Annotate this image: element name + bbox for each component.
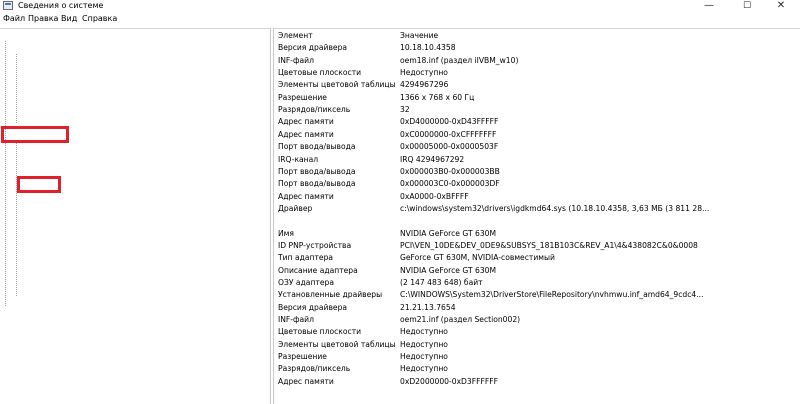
table-row[interactable] xyxy=(274,55,800,67)
cell-value: Недоступно xyxy=(400,327,448,337)
cell-value: 10.18.10.4358 xyxy=(400,43,456,53)
cell-item: Элементы цветовой таблицы xyxy=(278,80,396,90)
cell-item: ID PNP-устройства xyxy=(278,240,352,250)
close-button[interactable]: ✕ xyxy=(776,0,786,11)
cell-item: ОЗУ адаптера xyxy=(278,278,334,287)
cell-value: c:\windows\system32\drivers\igdkmd64.sys (10.18.10.4358, 3,63 МБ (3 811 28... xyxy=(400,203,710,213)
window-title: Сведения о системе xyxy=(18,1,104,10)
tree-connector xyxy=(5,41,6,306)
cell-value: 32 xyxy=(400,105,410,115)
cell-value: 0xA0000-0xBFFFF xyxy=(400,191,469,201)
cell-value: IRQ 4294967292 xyxy=(400,154,465,164)
table-row[interactable] xyxy=(274,314,800,326)
table-row[interactable] xyxy=(274,141,800,153)
cell-item: Цветовые плоскости xyxy=(278,327,362,337)
cell-item: Тип адаптера xyxy=(278,253,334,263)
cell-value: Недоступно xyxy=(400,352,448,362)
cell-value: PCI\VEN_10DE&DEV_0DE9&SUBSYS_181B103C&REV_A1\4&438082C&0&0008 xyxy=(400,240,698,250)
cell-value: oem21.inf (раздел Section002) xyxy=(400,315,521,325)
tree-connector xyxy=(16,54,17,124)
cell-value: GeForce GT 630M, NVIDIA-совместимый xyxy=(400,253,555,263)
details-table xyxy=(273,28,800,404)
cell-item: Цветовые плоскости xyxy=(278,68,362,78)
menu-file[interactable]: Файл xyxy=(3,14,26,23)
cell-item: Описание адаптера xyxy=(278,265,358,275)
cell-item: Установленные драйверы xyxy=(278,290,383,300)
table-row[interactable] xyxy=(274,154,800,166)
cell-item: Разрешение xyxy=(278,352,327,362)
menu-help[interactable]: Справка xyxy=(82,14,118,23)
highlight-components xyxy=(1,126,69,143)
category-tree[interactable] xyxy=(0,28,271,404)
table-row[interactable] xyxy=(274,104,800,116)
table-row[interactable] xyxy=(274,326,800,338)
table-row[interactable] xyxy=(274,42,800,54)
table-row[interactable] xyxy=(274,79,800,91)
cell-item: Адрес памяти xyxy=(278,191,334,201)
table-row[interactable] xyxy=(274,166,800,178)
cell-item: INF-файл xyxy=(278,315,314,325)
cell-value: NVIDIA GeForce GT 630M xyxy=(400,228,497,238)
column-header-value[interactable]: Значение xyxy=(400,31,439,40)
cell-item: Разрядов/пиксель xyxy=(278,364,351,374)
table-row[interactable] xyxy=(274,129,800,141)
table-row[interactable] xyxy=(274,67,800,79)
cell-value: 21.21.13.7654 xyxy=(400,302,456,312)
menu-bar xyxy=(0,12,800,26)
cell-value: 0xC0000000-0xCFFFFFFF xyxy=(400,129,497,139)
highlight-display xyxy=(17,176,61,193)
cell-value: 4294967296 xyxy=(400,80,449,90)
cell-value: 0xD2000000-0xD3FFFFFF xyxy=(400,376,498,386)
table-row[interactable] xyxy=(274,92,800,104)
table-row[interactable] xyxy=(274,116,800,128)
cell-item: Версия драйвера xyxy=(278,43,348,53)
app-icon xyxy=(3,1,13,10)
cell-item: IRQ-канал xyxy=(278,154,319,164)
table-row[interactable] xyxy=(274,228,800,240)
table-header[interactable] xyxy=(274,30,800,42)
cell-item: INF-файл xyxy=(278,55,314,65)
cell-value: NVIDIA GeForce GT 630M xyxy=(400,265,497,275)
table-row[interactable] xyxy=(274,215,800,227)
table-row[interactable] xyxy=(274,302,800,314)
cell-item: Версия драйвера xyxy=(278,302,348,312)
cell-value: C:\WINDOWS\System32\DriverStore\FileRepository\nvhmwu.inf_amd64_9cdc4... xyxy=(400,290,704,300)
table-row[interactable] xyxy=(274,252,800,264)
table-row[interactable] xyxy=(274,203,800,215)
cell-item: Порт ввода/вывода xyxy=(278,179,356,189)
table-row[interactable] xyxy=(274,376,800,388)
maximize-button[interactable]: ☐ xyxy=(742,1,752,11)
table-row[interactable] xyxy=(274,277,800,289)
cell-value: 0x00005000-0x0000503F xyxy=(400,142,499,152)
cell-item: Имя xyxy=(278,228,294,238)
table-row[interactable] xyxy=(274,289,800,301)
cell-item: Разрядов/пиксель xyxy=(278,105,351,115)
cell-value: oem18.inf (раздел iIVBM_w10) xyxy=(400,55,519,65)
cell-item: Адрес памяти xyxy=(278,376,334,386)
table-row[interactable] xyxy=(274,240,800,252)
title-bar xyxy=(0,0,800,12)
cell-value: Недоступно xyxy=(400,339,448,349)
cell-item: Порт ввода/вывода xyxy=(278,142,356,152)
table-row[interactable] xyxy=(274,191,800,203)
cell-value: Недоступно xyxy=(400,364,448,374)
menu-edit[interactable]: Правка xyxy=(28,14,59,23)
cell-value: 0xD4000000-0xD43FFFFF xyxy=(400,117,499,127)
cell-item: Порт ввода/вывода xyxy=(278,166,356,176)
table-row[interactable] xyxy=(274,339,800,351)
cell-value: 0x000003C0-0x000003DF xyxy=(400,179,500,189)
cell-value: 0x000003B0-0x000003BB xyxy=(400,166,500,176)
column-header-item[interactable]: Элемент xyxy=(278,31,313,40)
cell-value: 1366 x 768 x 60 Гц xyxy=(400,92,475,102)
cell-value: (2 147 483 648) байт xyxy=(400,278,483,287)
cell-item: Драйвер xyxy=(278,203,313,213)
cell-item: Разрешение xyxy=(278,92,327,102)
table-row[interactable] xyxy=(274,178,800,190)
cell-value: Недоступно xyxy=(400,68,448,78)
tree-connector xyxy=(16,140,17,296)
menu-view[interactable]: Вид xyxy=(61,14,78,23)
cell-item: Элементы цветовой таблицы xyxy=(278,339,396,349)
cell-item: Адрес памяти xyxy=(278,117,334,127)
table-row[interactable] xyxy=(274,265,800,277)
table-row[interactable] xyxy=(274,363,800,375)
minimize-button[interactable]: — xyxy=(704,0,714,11)
cell-item: Адрес памяти xyxy=(278,129,334,139)
table-row[interactable] xyxy=(274,351,800,363)
